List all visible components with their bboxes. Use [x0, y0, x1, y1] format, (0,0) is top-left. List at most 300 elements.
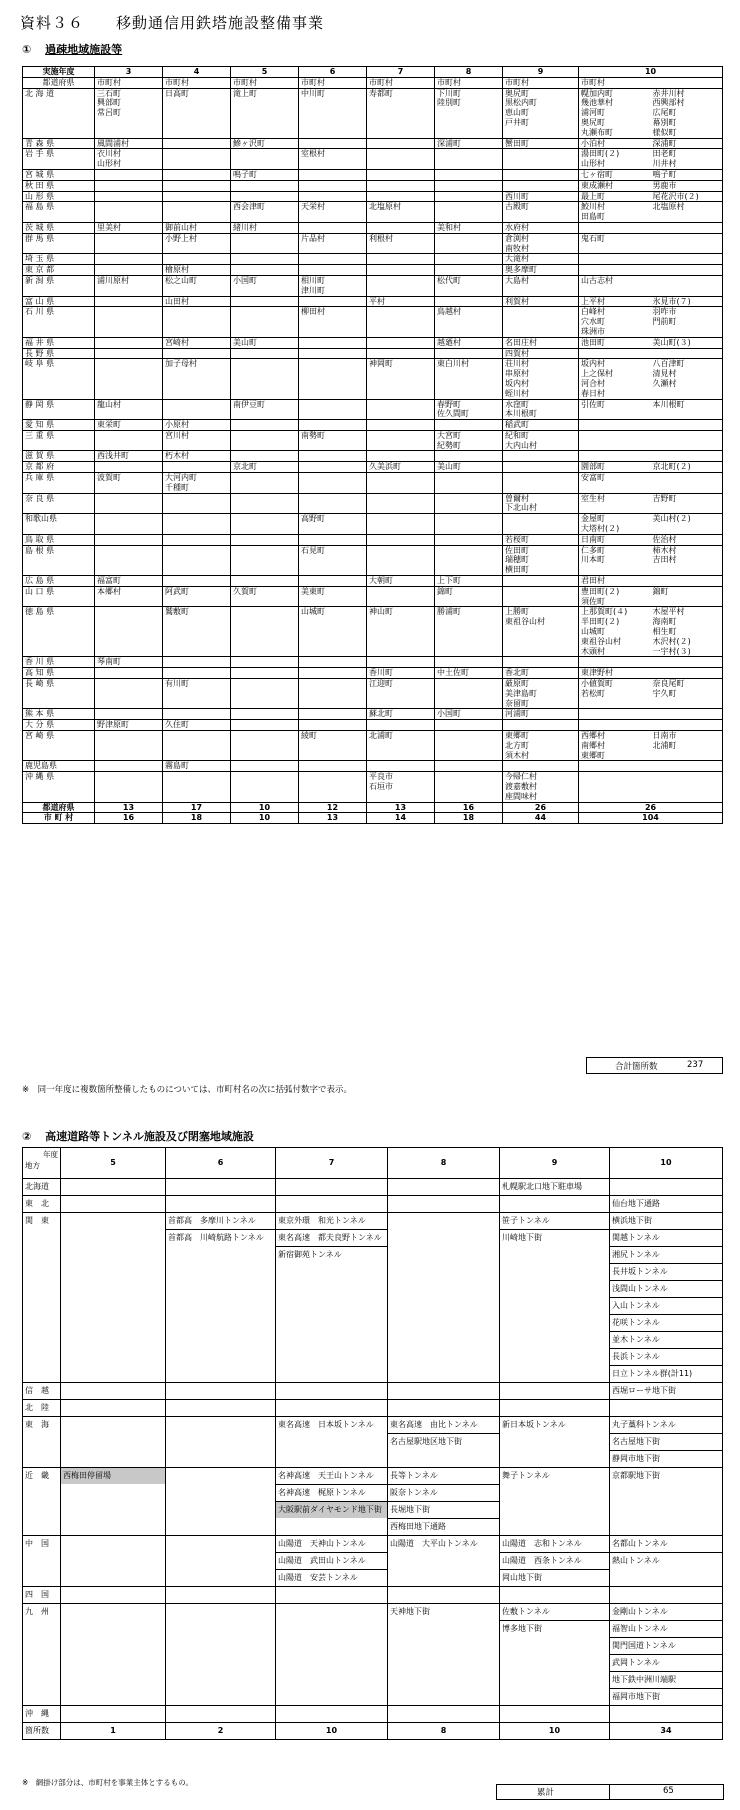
municipality-cell: 美山町 [231, 337, 299, 348]
header-cell-6: 8 [435, 67, 503, 78]
municipality-cell: 小泊村 [579, 138, 651, 149]
municipality-cell [299, 138, 367, 149]
municipality-cell: 上平村 [579, 296, 651, 307]
municipality-cell: 小値賀町 若松町 [579, 679, 651, 709]
municipality-cell [163, 307, 231, 337]
region-row [23, 1383, 723, 1400]
facility-item: 横浜地下街 [610, 1213, 722, 1230]
prefecture-cell: 奈 良 県 [23, 493, 95, 514]
municipality-cell: 東成瀬村 [579, 180, 651, 191]
region-row [23, 1213, 723, 1383]
note-2: ※ 網掛け部分は、市町村を事業主体とするもの。 [22, 1778, 193, 1787]
facility-cell [500, 1468, 610, 1536]
prefecture-cell: 高 知 県 [23, 668, 95, 679]
municipality-cell: 最上町 [579, 191, 651, 202]
facility-cell [610, 1536, 723, 1587]
municipality-cell: 本川根町 [651, 399, 723, 420]
municipality-cell [435, 534, 503, 545]
municipality-cell: 湯田町(２) 山形村 [579, 149, 651, 170]
municipality-cell [435, 731, 503, 761]
facility-item: 名古屋地下街 [610, 1434, 722, 1451]
facility-item: 首都高 川崎航路トンネル [168, 1233, 264, 1242]
municipality-cell: 宮川村 [163, 430, 231, 451]
municipality-cell [651, 720, 723, 731]
prefecture-cell: 滋 賀 県 [23, 451, 95, 462]
facility-cell [61, 1587, 166, 1604]
municipality-cell [95, 545, 163, 575]
municipality-cell [163, 709, 231, 720]
municipality-cell [95, 359, 163, 399]
municipality-cell: 錦町 [435, 586, 503, 607]
municipality-cell: 日南町 [579, 534, 651, 545]
municipality-cell: 蘇北町 [367, 709, 435, 720]
municipality-cell: 深浦町 [435, 138, 503, 149]
subheader-row [23, 77, 723, 88]
table-row [23, 586, 723, 607]
facility-cell [500, 1400, 610, 1417]
municipality-cell [367, 138, 435, 149]
grand-total-value: 237 [687, 1060, 704, 1070]
prefecture-cell: 新 潟 県 [23, 275, 95, 296]
count-cell: 1 [61, 1723, 166, 1740]
municipality-cell: 若桜町 [503, 534, 579, 545]
municipality-cell [299, 420, 367, 431]
prefecture-cell: 沖 縄 県 [23, 772, 95, 802]
header-cell-3: 5 [231, 67, 299, 78]
municipality-cell: 白峰村 穴水町 珠洲市 [579, 307, 651, 337]
facility-item: 西梅田地下通路 [390, 1522, 446, 1531]
municipality-cell [367, 399, 435, 420]
municipality-cell [163, 399, 231, 420]
subheader-cell-7: 市町村 [503, 77, 579, 88]
municipality-cell [367, 545, 435, 575]
table-row [23, 657, 723, 668]
table-row [23, 202, 723, 223]
municipality-cell [579, 720, 651, 731]
prefecture-cell: 富 山 県 [23, 296, 95, 307]
municipality-cell: 七ヶ宿町 [579, 169, 651, 180]
municipality-cell [503, 169, 579, 180]
municipality-cell: 久賀町 [231, 586, 299, 607]
municipality-cell [163, 668, 231, 679]
municipality-cell: 引佐町 [579, 399, 651, 420]
total-muni-cell-3: 10 [231, 813, 299, 824]
prefecture-cell: 山 形 県 [23, 191, 95, 202]
facility-item: 福智山トンネル [610, 1621, 722, 1638]
facility-item: 武岡トンネル [610, 1655, 722, 1672]
facility-item: 阪奈トンネル [388, 1485, 499, 1502]
table-row [23, 761, 723, 772]
municipality-cell [231, 545, 299, 575]
facility-item: 山陽道 志和トンネル [500, 1536, 609, 1553]
municipality-cell [579, 761, 651, 772]
facility-item: 日立トンネル群(計11) [612, 1369, 693, 1378]
municipality-cell: 金屋町 大塔村(２) [579, 514, 651, 535]
municipality-cell [299, 265, 367, 276]
facility-cell [388, 1400, 500, 1417]
grand-total-box [586, 1057, 723, 1074]
total-prefectures-row [23, 802, 723, 813]
total-pref-cell-7: 26 [503, 802, 579, 813]
municipality-cell: 美山町 [435, 462, 503, 473]
municipality-cell: 荘川村 串原村 坂内村 蛭川村 [503, 359, 579, 399]
table-row [23, 451, 723, 462]
municipality-cell [435, 761, 503, 772]
municipality-cell [651, 233, 723, 254]
facility-cell [276, 1604, 388, 1706]
municipality-cell: 久住町 [163, 720, 231, 731]
region-label: 関 東 [25, 1216, 49, 1225]
municipality-cell: 仁多町 川本町 [579, 545, 651, 575]
municipality-cell [435, 180, 503, 191]
facility-item: 札幌駅北口地下駐車場 [502, 1182, 582, 1191]
facility-cell [61, 1468, 166, 1536]
municipality-cell: 香北町 [503, 668, 579, 679]
municipality-cell: 西浅井町 [95, 451, 163, 462]
municipality-cell: 小国町 [231, 275, 299, 296]
count-cell: 8 [388, 1723, 500, 1740]
municipality-cell [95, 296, 163, 307]
municipality-cell: 利賀村 [503, 296, 579, 307]
municipality-cell: 室根村 [299, 149, 367, 170]
municipality-cell [367, 307, 435, 337]
count-cell: 34 [610, 1723, 723, 1740]
total-muni-cell-0: 市 町 村 [23, 813, 95, 824]
prefecture-cell: 和歌山県 [23, 514, 95, 535]
table-row [23, 233, 723, 254]
facility-cell [610, 1587, 723, 1604]
facility-item: 福岡市地下街 [612, 1692, 660, 1701]
total-muni-cell-1: 16 [95, 813, 163, 824]
prefecture-cell: 愛 知 県 [23, 420, 95, 431]
facility-item: 西堀ローサ地下街 [612, 1386, 676, 1395]
total-municipalities-row [23, 813, 723, 824]
facility-item: 京都駅地下街 [612, 1471, 660, 1480]
prefecture-cell: 兵 庫 県 [23, 473, 95, 494]
facility-item: 西梅田停留場 [61, 1468, 165, 1484]
municipality-cell [579, 222, 651, 233]
header-cell-2: 4 [163, 67, 231, 78]
municipality-cell [651, 772, 723, 802]
facility-item: 金剛山トンネル [610, 1604, 722, 1621]
facility-cell [166, 1536, 276, 1587]
total-pref-cell-2: 17 [163, 802, 231, 813]
table-row [23, 430, 723, 451]
municipality-cell [651, 761, 723, 772]
municipality-cell: 龍山村 [95, 399, 163, 420]
municipality-cell: 坂内村 上之保村 河合村 春日村 [579, 359, 651, 399]
facility-cell [166, 1179, 276, 1196]
municipality-cell: 山田村 [163, 296, 231, 307]
municipality-cell [163, 254, 231, 265]
municipality-cell [503, 473, 579, 494]
total-pref-cell-0: 都道府県 [23, 802, 95, 813]
municipality-cell: 羽咋市 門前町 [651, 307, 723, 337]
municipality-cell: 山古志村 [579, 275, 651, 296]
municipality-cell [579, 420, 651, 431]
municipality-cell: 曽爾村 下北山村 [503, 493, 579, 514]
facility-cell [166, 1706, 276, 1723]
region-cell [23, 1706, 61, 1723]
municipality-cell [95, 265, 163, 276]
count-row [23, 1723, 723, 1740]
municipality-cell: 下川町 陸別町 [435, 88, 503, 138]
facility-cell [500, 1706, 610, 1723]
municipality-cell: 宮崎村 [163, 337, 231, 348]
municipality-cell: 里美村 [95, 222, 163, 233]
municipality-cell [651, 420, 723, 431]
region-label: 北海道 [25, 1182, 49, 1191]
section-2-number: ② [22, 1130, 32, 1143]
municipality-cell [299, 348, 367, 359]
facility-cell [500, 1179, 610, 1196]
municipality-cell: 鬼石町 [579, 233, 651, 254]
facility-cell [500, 1604, 610, 1706]
municipality-cell [579, 657, 651, 668]
municipality-cell [435, 473, 503, 494]
municipality-cell [231, 576, 299, 587]
municipality-cell [651, 576, 723, 587]
municipality-cell: 木屋平村 海南町 相生町 木沢村(２) 一宇村(３) [651, 607, 723, 657]
municipality-cell: 利根村 [367, 233, 435, 254]
table-row [23, 149, 723, 170]
municipality-cell: 京北町(２) [651, 462, 723, 473]
facility-cell [166, 1417, 276, 1468]
municipality-cell [231, 772, 299, 802]
header-cell-1: 3 [95, 67, 163, 78]
facility-item: 仙台地下通路 [612, 1199, 660, 1208]
subheader-cell-5: 市町村 [367, 77, 435, 88]
municipality-cell [95, 514, 163, 535]
facility-cell [610, 1383, 723, 1400]
facility-item: 山陽道 安芸トンネル [278, 1573, 358, 1582]
municipality-cell: 朽木村 [163, 451, 231, 462]
prefecture-cell: 石 川 県 [23, 307, 95, 337]
municipality-cell: 霧島町 [163, 761, 231, 772]
facility-item: 山陽道 天神山トンネル [276, 1536, 387, 1553]
municipality-cell [231, 493, 299, 514]
header-cell-5: 7 [367, 67, 435, 78]
municipality-cell: 東郷町 北方町 須木村 [503, 731, 579, 761]
total-muni-cell-5: 14 [367, 813, 435, 824]
facility-cell [500, 1587, 610, 1604]
total-pref-cell-1: 13 [95, 802, 163, 813]
municipality-cell: 中土佐町 [435, 668, 503, 679]
municipality-cell: 春野町 佐久間町 [435, 399, 503, 420]
municipality-cell: 小原村 [163, 420, 231, 431]
municipality-cell: 大島村 [503, 275, 579, 296]
municipality-cell [651, 222, 723, 233]
municipality-cell [435, 657, 503, 668]
prefecture-cell: 山 口 県 [23, 586, 95, 607]
municipality-cell: 奥多摩町 [503, 265, 579, 276]
municipality-cell: 越廼村 [435, 337, 503, 348]
municipality-cell: 水窪町 本川根町 [503, 399, 579, 420]
table-row [23, 191, 723, 202]
facility-item: 関門国道トンネル [610, 1638, 722, 1655]
table-row [23, 545, 723, 575]
table-row [23, 731, 723, 761]
municipality-cell: 南伊豆町 [231, 399, 299, 420]
facility-cell [276, 1417, 388, 1468]
municipality-cell: 風間浦村 [95, 138, 163, 149]
municipality-cell [367, 451, 435, 462]
note-1: ※ 同一年度に複数箇所整備したものについては、市町村名の次に括弧付数字で表示。 [22, 1085, 352, 1095]
municipality-cell: 氷見市(７) [651, 296, 723, 307]
municipality-cell: 河浦町 [503, 709, 579, 720]
municipality-cell: 寿都町 [367, 88, 435, 138]
facility-item: 博多地下街 [502, 1624, 542, 1633]
municipality-cell [231, 534, 299, 545]
prefecture-cell: 大 分 県 [23, 720, 95, 731]
facility-item: 東京外環 和光トンネル [276, 1213, 387, 1230]
facility-cell [276, 1196, 388, 1213]
municipality-cell [503, 761, 579, 772]
municipality-cell [367, 657, 435, 668]
municipality-cell [163, 138, 231, 149]
municipality-cell [299, 222, 367, 233]
corner-cell [23, 1148, 61, 1179]
municipality-cell [231, 668, 299, 679]
municipality-cell [435, 514, 503, 535]
municipality-cell: 平良市 石垣市 [367, 772, 435, 802]
municipality-cell [231, 307, 299, 337]
municipality-cell [95, 202, 163, 223]
prefecture-cell: 広 島 県 [23, 576, 95, 587]
municipality-cell [231, 149, 299, 170]
municipality-cell [299, 709, 367, 720]
municipality-cell [231, 191, 299, 202]
municipality-cell [95, 534, 163, 545]
facility-cell [166, 1196, 276, 1213]
municipality-cell [579, 348, 651, 359]
municipality-cell [231, 451, 299, 462]
region-label: 東 北 [25, 1199, 49, 1208]
corner-year-label: 年度 [43, 1150, 58, 1159]
prefecture-cell: 埼 玉 県 [23, 254, 95, 265]
region-row [23, 1196, 723, 1213]
header-cell-7: 9 [503, 67, 579, 78]
municipality-cell: 奥尻町 黒松内町 恵山町 戸井町 [503, 88, 579, 138]
municipality-cell [163, 534, 231, 545]
municipality-cell: 中川町 [299, 88, 367, 138]
municipality-cell: 佐田町 瑞穂町 横田町 [503, 545, 579, 575]
municipality-cell [367, 348, 435, 359]
facility-cell [166, 1383, 276, 1400]
rural-facilities-table [22, 66, 723, 824]
municipality-cell: 西会津町 [231, 202, 299, 223]
municipality-cell: 勝浦町 [435, 607, 503, 657]
region-cell [23, 1417, 61, 1468]
prefecture-cell: 徳 島 県 [23, 607, 95, 657]
facility-cell [388, 1213, 500, 1383]
municipality-cell [95, 337, 163, 348]
facility-cell [61, 1196, 166, 1213]
municipality-cell [299, 180, 367, 191]
facility-cell [610, 1213, 723, 1383]
facility-item: 東名高速 由比トンネル [388, 1417, 499, 1434]
cumulative-total-box [496, 1784, 724, 1800]
facility-item: 名古屋駅地区地下街 [390, 1437, 462, 1446]
table-row [23, 493, 723, 514]
facility-cell [166, 1468, 276, 1536]
municipality-cell [231, 233, 299, 254]
municipality-cell [435, 254, 503, 265]
prefecture-cell: 島 根 県 [23, 545, 95, 575]
facility-item: 新宿御苑トンネル [278, 1250, 342, 1259]
facility-cell [61, 1383, 166, 1400]
municipality-cell [163, 180, 231, 191]
municipality-cell: 天栄村 [299, 202, 367, 223]
municipality-cell [299, 534, 367, 545]
municipality-cell [367, 430, 435, 451]
municipality-cell [579, 451, 651, 462]
municipality-cell: 本郷村 [95, 586, 163, 607]
municipality-cell [367, 265, 435, 276]
prefecture-cell: 長 野 県 [23, 348, 95, 359]
municipality-cell [163, 576, 231, 587]
municipality-cell [299, 720, 367, 731]
municipality-cell [95, 709, 163, 720]
total-muni-cell-8: 104 [579, 813, 723, 824]
facility-item: 丸子藁科トンネル [610, 1417, 722, 1434]
municipality-cell [435, 679, 503, 709]
facility-item: 首都高 多摩川トンネル [166, 1213, 275, 1230]
table-row [23, 265, 723, 276]
municipality-cell: 君田村 [579, 576, 651, 587]
table-row [23, 668, 723, 679]
municipality-cell [299, 191, 367, 202]
table-row [23, 169, 723, 180]
municipality-cell: 錦町 [651, 586, 723, 607]
table-row [23, 296, 723, 307]
facility-cell [500, 1213, 610, 1383]
facility-cell [166, 1587, 276, 1604]
municipality-cell: 鮫川村 田島町 [579, 202, 651, 223]
municipality-cell [163, 657, 231, 668]
cumulative-total-label: 累計 [537, 1788, 555, 1798]
municipality-cell: 衣川村 山形村 [95, 149, 163, 170]
prefecture-cell: 茨 城 県 [23, 222, 95, 233]
facility-cell [276, 1383, 388, 1400]
municipality-cell [367, 586, 435, 607]
municipality-cell [299, 399, 367, 420]
facility-item: 新日本坂トンネル [502, 1420, 566, 1429]
facility-cell [388, 1417, 500, 1468]
prefecture-cell: 香 川 県 [23, 657, 95, 668]
municipality-cell: 琴南町 [95, 657, 163, 668]
year-header-cell: 6 [166, 1148, 276, 1179]
municipality-cell: 東栄町 [95, 420, 163, 431]
municipality-cell [651, 430, 723, 451]
municipality-cell: 神岡町 [367, 359, 435, 399]
municipality-cell [651, 275, 723, 296]
municipality-cell: 吉野町 [651, 493, 723, 514]
municipality-cell [367, 191, 435, 202]
municipality-cell: 上勝町 東祖谷山村 [503, 607, 579, 657]
municipality-cell [651, 348, 723, 359]
municipality-cell [367, 473, 435, 494]
municipality-cell: 東津野村 [579, 668, 651, 679]
region-row [23, 1706, 723, 1723]
municipality-cell: 加子母村 [163, 359, 231, 399]
municipality-cell: 稲武町 [503, 420, 579, 431]
cumulative-total-divider [609, 1785, 610, 1799]
municipality-cell: 水府村 [503, 222, 579, 233]
municipality-cell: 池田町 [579, 337, 651, 348]
facility-item: 舞子トンネル [502, 1471, 550, 1480]
table-row [23, 138, 723, 149]
